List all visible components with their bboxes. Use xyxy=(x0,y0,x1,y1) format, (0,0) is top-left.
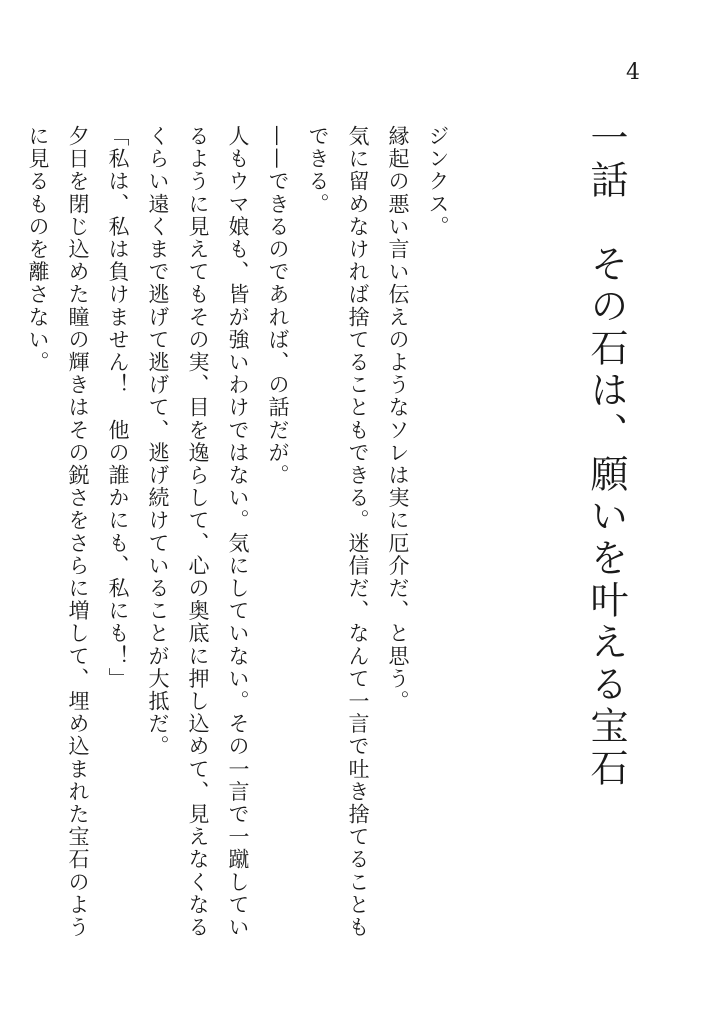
paragraph: 人もウマ娘も、皆が強いわけではない。気にしていない。その一言で一蹴しているように見えてもその実、目を逸らして、心の奥底に押し込めて、見えなくなるくらい遠くまで逃げて逃げて、逃げ続けていることが大抵だ。 xyxy=(146,125,250,939)
paragraph: ジンクス。 xyxy=(426,125,450,238)
paragraph: 気に留めなければ捨てることもできる。迷信だ、なんて一言で吐き捨てることもできる。 xyxy=(306,125,370,939)
body-text xyxy=(18,125,458,950)
paragraph: ——できるのであれば、の話だが。 xyxy=(266,125,290,487)
paragraph: 縁起の悪い言い伝えのようなソレは実に厄介だ、と思う。 xyxy=(386,125,410,713)
chapter-title: 一話 その石は、願いを叶える宝石 xyxy=(584,118,628,790)
paragraph: 「私は、私は負けません！ 他の誰かにも、私にも！」 xyxy=(106,125,130,690)
page-number: 4 xyxy=(626,60,640,85)
paragraph: 夕日を閉じ込めた瞳の輝きはその鋭さをさらに増して、埋め込まれた宝石のように見るものを離さない。 xyxy=(26,125,90,939)
